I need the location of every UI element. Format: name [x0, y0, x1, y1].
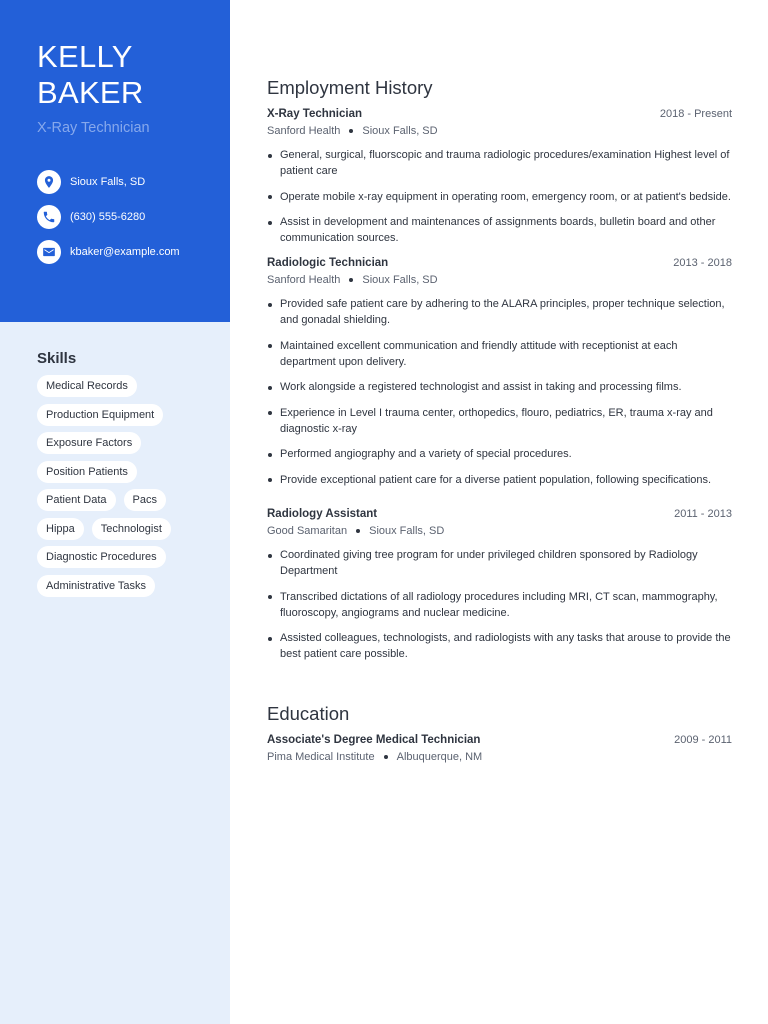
list-item: Performed angiography and a variety of special procedures. — [267, 446, 732, 462]
skill-chip: Exposure Factors — [37, 432, 141, 454]
job-role: X-Ray Technician — [267, 108, 363, 120]
list-item: Work alongside a registered technologist and assist in taking and processing films. — [267, 379, 732, 395]
job-bullets — [267, 147, 732, 246]
employment-heading: Employment History — [267, 77, 433, 98]
contact-email — [37, 240, 180, 264]
contact-location — [37, 170, 145, 194]
job-bullets — [267, 547, 732, 662]
school-name: Pima Medical Institute — [267, 751, 375, 763]
degree-name: Associate's Degree Medical Technician — [267, 734, 481, 746]
list-item: Assist in development and maintenances of assignments boards, bulletin board and other communication sources. — [267, 214, 732, 246]
job-location: Sioux Falls, SD — [369, 525, 445, 537]
skills-heading: Skills — [37, 350, 77, 367]
job-employer: Good Samaritan — [267, 525, 348, 537]
skill-chip: Technologist — [92, 518, 171, 540]
skill-chip: Diagnostic Procedures — [37, 546, 166, 568]
list-item: Experience in Level I trauma center, orthopedics, flouro, pediatrics, ER, trauma x-ray and diagnostic x-ray — [267, 405, 732, 437]
email-text[interactable]: kbaker@example.com — [70, 246, 180, 258]
education-entry — [267, 734, 732, 763]
skill-chip: Pacs — [124, 489, 166, 511]
job-employer: Sanford Health — [267, 125, 341, 137]
list-item: Coordinated giving tree program for under privileged children sponsored by Radiology Department — [267, 547, 732, 579]
skills-list — [37, 375, 217, 597]
job-dates: 2018 - Present — [659, 108, 732, 120]
job-bullets — [267, 296, 732, 488]
skill-chip: Patient Data — [37, 489, 116, 511]
job-entry — [267, 108, 732, 256]
job-location: Sioux Falls, SD — [362, 274, 438, 286]
candidate-title: X-Ray Technician — [37, 120, 150, 136]
skill-chip: Hippa — [37, 518, 84, 540]
phone-icon — [37, 205, 61, 229]
list-item: Operate mobile x-ray equipment in operating room, emergency room, or at patient's bedside. — [267, 189, 732, 205]
job-dates: 2013 - 2018 — [673, 257, 732, 269]
list-item: Provide exceptional patient care for a diverse patient population, following specifications. — [267, 472, 732, 488]
separator-dot — [356, 529, 360, 533]
list-item: Provided safe patient care by adhering to the ALARA principles, proper technique selection, and gonadal shielding. — [267, 296, 732, 328]
contact-phone — [37, 205, 145, 229]
job-role: Radiology Assistant — [267, 508, 378, 520]
envelope-icon — [37, 240, 61, 264]
job-employer: Sanford Health — [267, 274, 341, 286]
list-item: Assisted colleagues, technologists, and radiologists with any tasks that arouse to provide the best patient care possible. — [267, 630, 732, 662]
education-heading: Education — [267, 703, 350, 724]
skill-chip: Administrative Tasks — [37, 575, 155, 597]
job-dates: 2011 - 2013 — [674, 508, 732, 520]
map-pin-icon — [37, 170, 61, 194]
job-location: Sioux Falls, SD — [362, 125, 438, 137]
list-item: Transcribed dictations of all radiology procedures including MRI, CT scan, mammography, fluoroscopy, angiograms and nuclear medicine. — [267, 589, 732, 621]
location-text: Sioux Falls, SD — [70, 176, 146, 188]
education-dates: 2009 - 2011 — [674, 734, 732, 746]
job-role: Radiologic Technician — [267, 257, 389, 269]
candidate-name — [37, 39, 144, 111]
phone-text: (630) 555-6280 — [70, 211, 146, 223]
job-entry — [267, 508, 732, 672]
last-name: BAKER — [37, 75, 144, 110]
school-location: Albuquerque, NM — [396, 751, 483, 763]
skill-chip: Position Patients — [37, 461, 137, 483]
skill-chip: Medical Records — [37, 375, 137, 397]
list-item: Maintained excellent communication and friendly attitude with receptionist at each department upon delivery. — [267, 338, 732, 370]
separator-dot — [384, 755, 388, 759]
list-item: General, surgical, fluorscopic and trauma radiologic procedures/examination Highest level of patient care — [267, 147, 732, 179]
skill-chip: Production Equipment — [37, 404, 163, 426]
separator-dot — [349, 278, 353, 282]
separator-dot — [349, 129, 353, 133]
first-name: KELLY — [37, 39, 133, 74]
job-entry — [267, 257, 732, 497]
